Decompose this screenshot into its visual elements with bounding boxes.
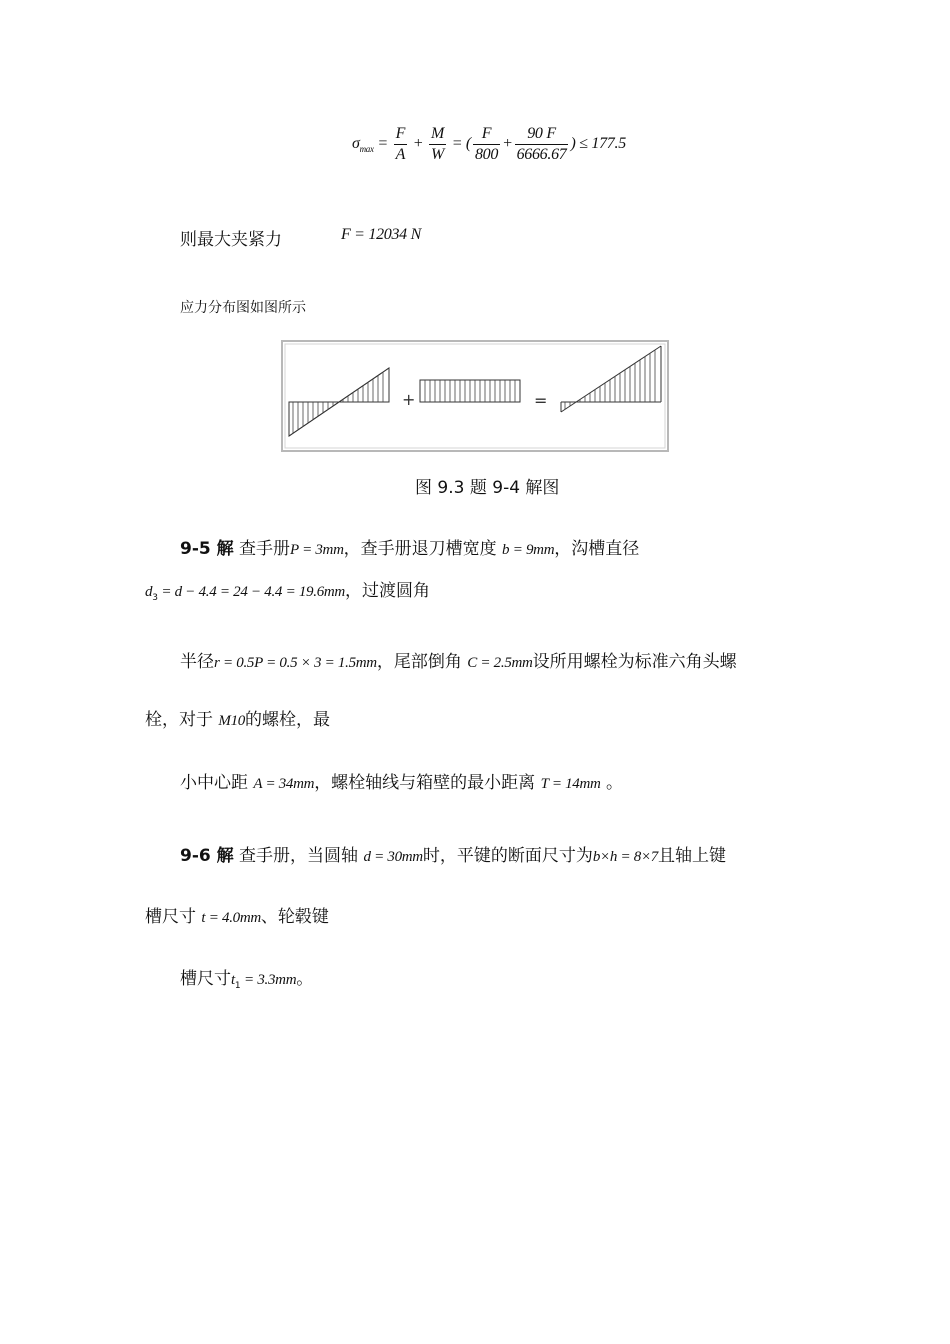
formula-plus2: +	[502, 135, 513, 153]
p96-line2	[145, 906, 329, 929]
stress-formula	[352, 124, 626, 165]
p96-head: 9-6 解	[180, 846, 234, 866]
formula-eq: =	[377, 135, 388, 153]
p95-text: 栓，对于	[145, 710, 213, 730]
formula-tail: ) ≤ 177.5	[570, 135, 626, 153]
p95-text: ，尾部倒角	[376, 652, 462, 672]
p95-text: ，查手册退刀槽宽度	[343, 539, 497, 559]
p95-line3	[180, 651, 737, 674]
stress-caption: 应力分布图如图所示	[180, 300, 306, 316]
p96-line3	[180, 968, 313, 997]
p95-text: 半径	[180, 652, 214, 672]
p95-math: r = 0.5P = 0.5 × 3 = 1.5mm	[214, 655, 377, 671]
clamp-force-label: 则最大夹紧力	[180, 230, 282, 250]
p95-math: A = 34mm	[253, 776, 315, 792]
stress-diagram	[281, 340, 669, 452]
formula-eq2: = (	[451, 135, 471, 153]
p95-text: 。	[605, 773, 623, 793]
p96-math: d = 30mm	[363, 849, 423, 865]
frac-f-800: $\frac{F}{800}$	[474, 125, 499, 163]
p96-text: 槽尺寸	[180, 969, 231, 989]
p95-text: 设所用螺栓为标准六角头螺	[532, 652, 737, 672]
frac-m-w: $\frac{M}{W}$	[431, 125, 445, 163]
p95-line1	[180, 538, 639, 561]
p95-head: 9-5 解	[180, 539, 234, 559]
formula-plus: +	[412, 135, 424, 153]
p96-text: 且轴上键	[658, 846, 727, 866]
p95-line4	[145, 709, 330, 732]
p95-math: C = 2.5mm	[467, 655, 533, 671]
p96-math: t = 4.0mm	[201, 910, 261, 926]
p95-text: ，螺栓轴线与箱壁的最小距离	[314, 773, 536, 793]
p96-math: t	[231, 972, 235, 988]
p95-math: P = 3mm	[290, 542, 344, 558]
p96-math: b×h = 8×7	[592, 849, 659, 865]
p95-line5	[180, 772, 623, 795]
p95-math: = d − 4.4 = 24 − 4.4 = 19.6mm	[157, 584, 345, 600]
frac-f-a: $\frac{F}{A}$	[395, 125, 406, 163]
figure-plus: +	[402, 390, 416, 409]
clamp-force-value: F = 12034 N	[341, 226, 421, 243]
sigma-symbol: σ	[352, 135, 360, 153]
p96-text: 查手册，当圆轴	[239, 846, 359, 866]
p95-text: ，沟槽直径	[554, 539, 640, 559]
p95-text: 小中心距	[180, 773, 248, 793]
figure-equals: =	[534, 391, 548, 410]
p95-math: d	[145, 584, 153, 600]
p96-text: 槽尺寸	[145, 907, 196, 927]
p96-text: 。	[296, 969, 314, 989]
p96-line1	[180, 845, 726, 868]
frac-90f: $\frac{90 F}{6666.67}$	[516, 125, 567, 163]
p95-text: 查手册	[239, 539, 291, 559]
p95-line2	[145, 580, 430, 609]
figure-caption: 图 9.3 题 9-4 解图	[415, 478, 560, 498]
p95-sub: 3	[152, 593, 158, 603]
sigma-subscript: max	[359, 144, 374, 155]
stress-figure	[281, 340, 669, 452]
p95-math: T = 14mm	[540, 776, 601, 792]
p95-math: M10	[218, 713, 246, 729]
p96-sub: 1	[234, 981, 241, 991]
p96-text: 时，平键的断面尺寸为	[422, 846, 593, 866]
p95-math: b = 9mm	[502, 542, 555, 558]
p96-math: = 3.3mm	[240, 972, 297, 988]
p96-text: 、轮毂键	[260, 907, 329, 927]
p95-text: ，过渡圆角	[344, 581, 430, 601]
p95-text: 的螺栓，最	[245, 710, 331, 730]
